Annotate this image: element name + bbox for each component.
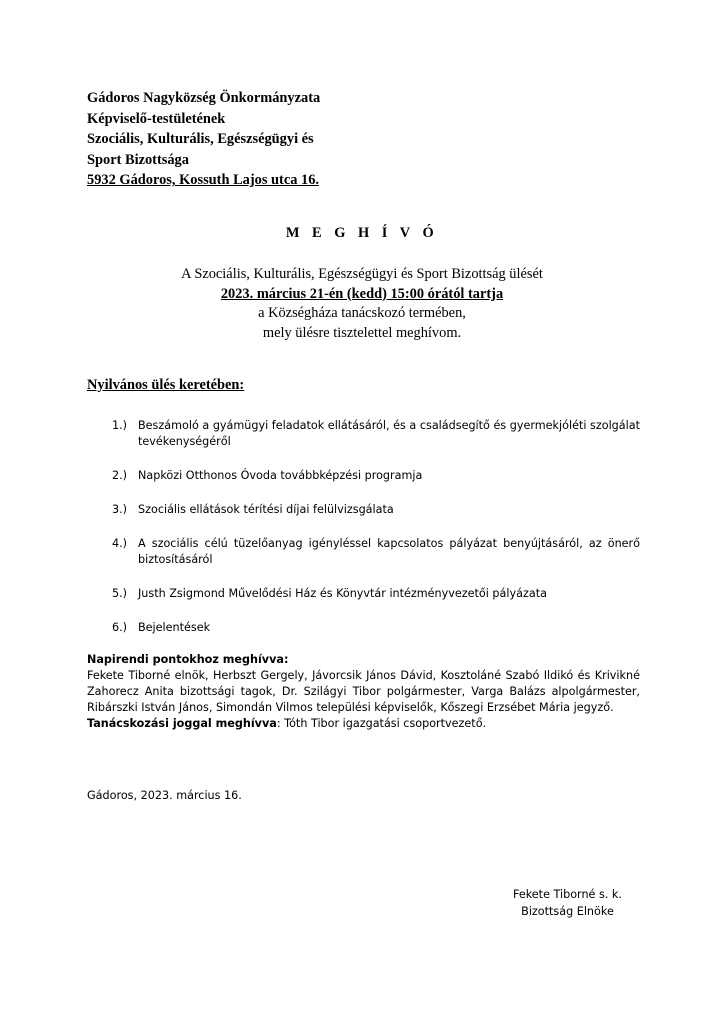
letterhead-line: Képviselő-testületének: [87, 110, 226, 127]
signature-block: [495, 886, 640, 920]
place-and-date: Gádoros, 2023. március 16.: [87, 789, 242, 802]
agenda-number: 4.): [111, 537, 127, 550]
meeting-date: 2023. március 21-én (kedd) 15:00 órától tartja: [220, 285, 504, 302]
advisory-label: Tanácskozási joggal meghívva: [87, 717, 277, 730]
invitation-block: [0, 265, 724, 343]
agenda-number: 3.): [111, 503, 127, 516]
invited-block: [87, 652, 640, 732]
letterhead-line: Sport Bizottsága: [87, 151, 189, 168]
invitation-line: A Szociális, Kulturális, Egészségügyi és Sport Bizottság ülését: [181, 266, 543, 282]
advisory-line: [87, 716, 640, 732]
letterhead-address: 5932 Gádoros, Kossuth Lajos utca 16.: [87, 172, 320, 188]
agenda-number: 2.): [111, 469, 127, 482]
agenda-text: Napközi Otthonos Óvoda továbbképzési programja: [138, 469, 423, 482]
invited-names: Fekete Tiborné elnök, Herbszt Gergely, Jávorcsik János Dávid, Kosztoláné Szabó Ildikó és Krivikné Zahorecz Anita bizottsági tagok, Dr. Szilágyi Tibor polgármester, Varga Balázs alpolgármester, Ribárszki István János, Simondán Vilmos települési képviselők, Kőszegi Erzsébet Mária jegyző.: [87, 669, 640, 714]
letterhead-line: Szociális, Kulturális, Egészségügyi és: [87, 131, 314, 147]
agenda-number: 5.): [111, 587, 127, 600]
signature-name: Fekete Tiborné s. k.: [513, 888, 622, 901]
agenda-text: Szociális ellátások térítési díjai felülvizsgálata: [138, 503, 394, 516]
letterhead: [87, 88, 320, 191]
document-title: M E G H Í V Ó: [285, 225, 439, 241]
agenda-text: Beszámoló a gyámügyi feladatok ellátásáról, és a családsegítő és gyermekjóléti szolgálat tevékenységéről: [138, 419, 640, 448]
agenda-number: 6.): [111, 621, 127, 634]
invitation-line: mely ülésre tisztelettel meghívom.: [262, 324, 462, 341]
agenda-text: Bejelentések: [138, 621, 211, 634]
invited-label: Napirendi pontokhoz meghívva:: [87, 653, 289, 666]
advisory-text: : Tóth Tibor igazgatási csoportvezető.: [276, 717, 487, 730]
section-heading: Nyilvános ülés keretében:: [87, 377, 245, 393]
invitation-line: a Községháza tanácskozó termében,: [258, 305, 466, 321]
letterhead-line: Gádoros Nagyközség Önkormányzata: [87, 90, 321, 106]
agenda-number: 1.): [111, 419, 127, 432]
agenda-text: Justh Zsigmond Művelődési Ház és Könyvtár intézményvezetői pályázata: [138, 587, 547, 600]
signature-role: Bizottság Elnöke: [521, 905, 614, 918]
agenda-text: A szociális célú tüzelőanyag igényléssel kapcsolatos pályázat benyújtásáról, az önerő biztosításáról: [138, 537, 640, 566]
